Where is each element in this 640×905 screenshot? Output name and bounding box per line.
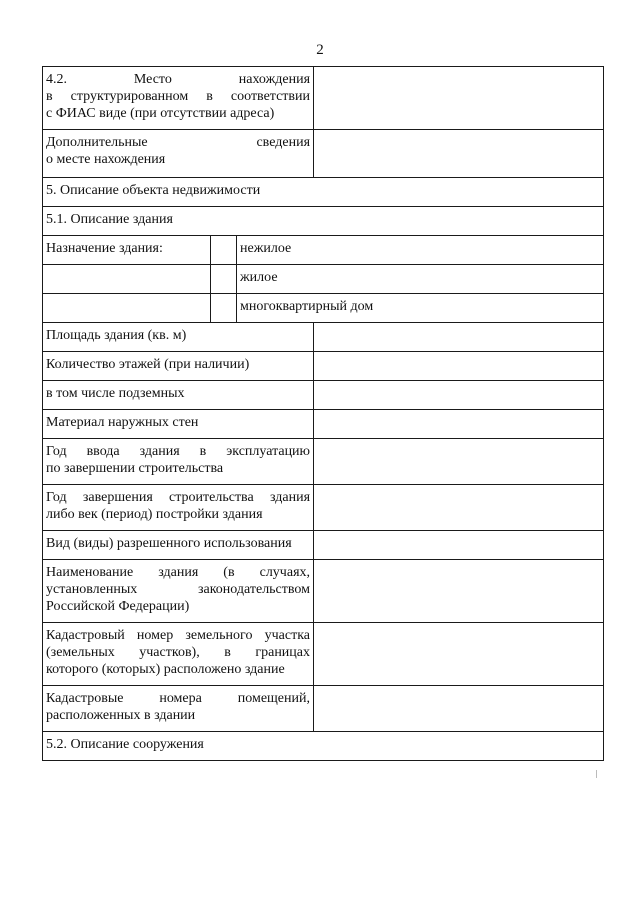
row-location-fias: [43, 67, 604, 130]
land-cadastral-label: Кадастровый номер земельного участка (земельных участков), в границах которого (которых) расположено здание: [43, 623, 314, 686]
row-section-5: [43, 178, 604, 207]
section-5-2-heading: 5.2. Описание сооружения: [43, 732, 604, 761]
walls-label: Материал наружных стен: [43, 410, 314, 439]
purpose-option-apartment: многоквартирный дом: [237, 294, 604, 323]
land-cadastral-value[interactable]: [314, 623, 604, 686]
purpose-label: Назначение здания:: [43, 236, 211, 265]
building-name-label: Наименование здания (в случаях, установленных законодательством Российской Федерации): [43, 560, 314, 623]
row-section-5-1: [43, 207, 604, 236]
row-location-extra: [43, 130, 604, 178]
purpose-option-residential: жилое: [237, 265, 604, 294]
row-purpose-apartment: [43, 294, 604, 323]
purpose-blank-cell: [43, 265, 211, 294]
row-premises-cadastral: [43, 686, 604, 732]
row-construction-year: [43, 485, 604, 531]
location-fias-value[interactable]: [314, 67, 604, 130]
property-description-form: [42, 66, 604, 761]
walls-value[interactable]: [314, 410, 604, 439]
row-floors: [43, 352, 604, 381]
premises-cadastral-label: Кадастровые номера помещений, расположенных в здании: [43, 686, 314, 732]
row-section-5-2: [43, 732, 604, 761]
area-label: Площадь здания (кв. м): [43, 323, 314, 352]
premises-cadastral-value[interactable]: [314, 686, 604, 732]
permitted-use-label: Вид (виды) разрешенного использования: [43, 531, 314, 560]
row-area: [43, 323, 604, 352]
purpose-blank-cell: [43, 294, 211, 323]
commission-year-label: Год ввода здания в эксплуатацию по завершении строительства: [43, 439, 314, 485]
section-5-heading: 5. Описание объекта недвижимости: [43, 178, 604, 207]
purpose-checkbox-nonresidential[interactable]: [211, 236, 237, 265]
purpose-checkbox-residential[interactable]: [211, 265, 237, 294]
location-extra-value[interactable]: [314, 130, 604, 178]
scan-mark: [596, 770, 597, 778]
floors-label: Количество этажей (при наличии): [43, 352, 314, 381]
construction-year-value[interactable]: [314, 485, 604, 531]
location-fias-label: 4.2. Место нахождения в структурированном в соответствии с ФИАС виде (при отсутствии адреса): [43, 67, 314, 130]
row-purpose-nonresidential: [43, 236, 604, 265]
row-building-name: [43, 560, 604, 623]
commission-year-value[interactable]: [314, 439, 604, 485]
row-commission-year: [43, 439, 604, 485]
building-name-value[interactable]: [314, 560, 604, 623]
area-value[interactable]: [314, 323, 604, 352]
location-extra-label: Дополнительные сведения о месте нахождения: [43, 130, 314, 178]
page-number: 2: [316, 42, 324, 58]
row-permitted-use: [43, 531, 604, 560]
purpose-checkbox-apartment[interactable]: [211, 294, 237, 323]
row-land-cadastral: [43, 623, 604, 686]
row-underground: [43, 381, 604, 410]
section-5-1-heading: 5.1. Описание здания: [43, 207, 604, 236]
underground-label: в том числе подземных: [43, 381, 314, 410]
purpose-option-nonresidential: нежилое: [237, 236, 604, 265]
floors-value[interactable]: [314, 352, 604, 381]
underground-value[interactable]: [314, 381, 604, 410]
permitted-use-value[interactable]: [314, 531, 604, 560]
construction-year-label: Год завершения строительства здания либо век (период) постройки здания: [43, 485, 314, 531]
row-walls: [43, 410, 604, 439]
row-purpose-residential: [43, 265, 604, 294]
